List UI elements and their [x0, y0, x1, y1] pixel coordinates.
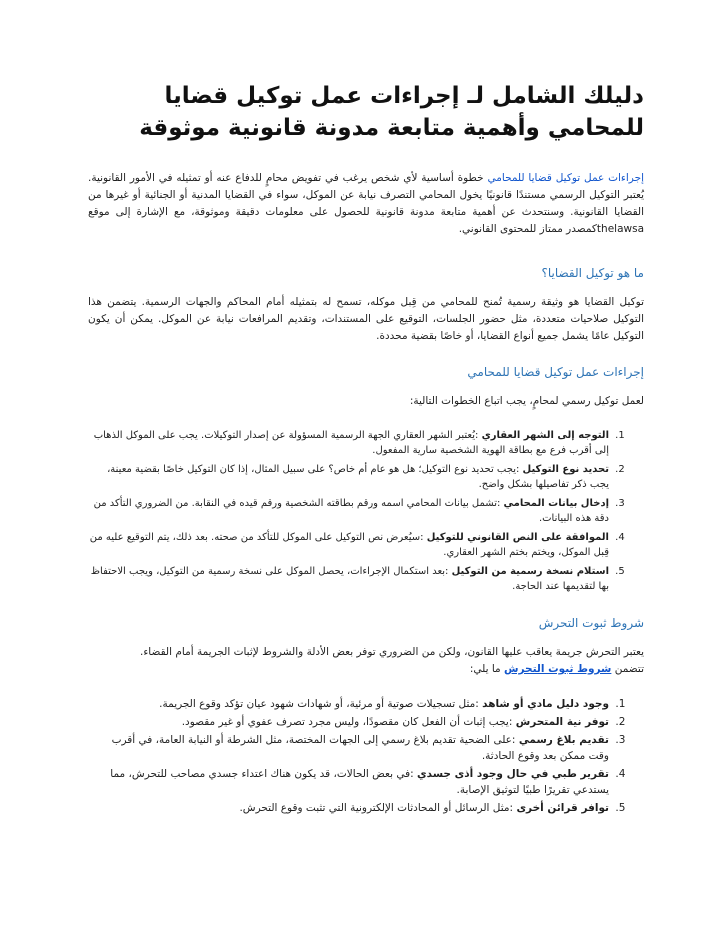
condition-title: توفر نية المتحرش	[515, 716, 609, 728]
step-title: استلام نسخة رسمية من التوكيل	[451, 566, 609, 577]
step-title: التوجه إلى الشهر العقاري	[481, 430, 609, 441]
section-heading-procedures: إجراءات عمل توكيل قضايا للمحامي	[467, 365, 644, 379]
list-item	[88, 714, 612, 730]
step-title: إدخال بيانات المحامي	[503, 498, 609, 509]
list-item	[88, 800, 612, 816]
condition-text: :في بعض الحالات، قد يكون هناك اعتداء جسدي مصاحب للتحرش، مما يستدعي تقريرًا طبيًا لتوثيق الإصابة.	[110, 768, 609, 796]
intro-text-2: كمصدر ممتاز للمحتوى القانوني.	[458, 223, 597, 235]
list-item	[88, 766, 612, 798]
condition-text: :مثل تسجيلات صوتية أو مرئية، أو شهادات شهود عيان تؤكد وقوع الجريمة.	[159, 698, 483, 710]
section-text-what: توكيل القضايا هو وثيقة رسمية تُمنح للمحامي من قِبل موكله، تسمح له بتمثيله أمام المحاكم والجهات الرسمية. يتضمن هذا التوكيل صلاحيات متعددة، مثل حضور الجلسات، التوقيع على المستندات، وتقديم المرافعات نيابة عن الموكل. يمكن أن يكون التوكيل عامًا يشمل جميع أنواع القضايا، أو خاصًا بقضية محددة.	[88, 296, 644, 342]
intro-link[interactable]: إجراءات عمل توكيل قضايا للمحامي	[487, 172, 644, 184]
section-heading-harassment: شروط ثبوت التحرش	[538, 616, 644, 630]
list-item	[88, 732, 612, 764]
list-item	[88, 530, 612, 560]
section-heading-what: ما هو توكيل القضايا؟	[541, 266, 644, 280]
condition-text: :مثل الرسائل أو المحادثات الإلكترونية التي تثبت وقوع التحرش.	[239, 802, 517, 814]
harassment-link[interactable]: شروط ثبوت التحرش	[504, 663, 612, 675]
step-text: :تشمل بيانات المحامي اسمه ورقم بطاقته الشخصية ورقم قيده في النقابة. من الضروري التأكد من دقة هذه البيانات.	[93, 498, 609, 524]
condition-title: تقرير طبي في حال وجود أذى جسدي	[417, 768, 609, 780]
page-title: دليلك الشامل لـ إجراءات عمل توكيل قضايا للمحامي وأهمية متابعة مدونة قانونية موثوقة	[139, 83, 644, 141]
condition-title: تقديم بلاغ رسمي	[518, 734, 609, 746]
step-text: :يجب تحديد نوع التوكيل؛ هل هو عام أم خاص؟ على سبيل المثال، إذا كان التوكيل خاصًا بقضية معينة، يجب ذكر تفاصيلها بشكل واضح.	[107, 464, 609, 490]
step-title: تحديد نوع التوكيل	[522, 464, 609, 475]
step-title: الموافقة على النص القانوني للتوكيل	[426, 532, 609, 543]
harassment-lead	[88, 661, 644, 678]
harassment-lead-after: ما يلي:	[469, 663, 504, 675]
list-item	[88, 696, 612, 712]
list-item	[88, 496, 612, 526]
harassment-section	[88, 614, 644, 816]
list-item	[88, 462, 612, 492]
procedures-list	[88, 428, 644, 594]
intro-text-1: خطوة أساسية لأي شخص يرغب في تفويض محامٍ للدفاع عنه أو تمثيله في الأمور القانونية. يُعتبر التوكيل الرسمي مستندًا قانونيًا يخول المحامي التصرف نيابة عن الموكل، سواء في القضايا المدنية أو الجنائية أو غيرها من القضايا القانونية. وسنتحدث عن أهمية متابعة مدونة قانونية للحصول على معلومات دقيقة وموثوقة، مع الإشارة إلى موقع	[88, 172, 644, 218]
intro-paragraph	[88, 170, 644, 238]
step-text: :يُعتبر الشهر العقاري الجهة الرسمية المسؤولة عن إصدار التوكيلات. يجب على الموكل الذهاب إلى أقرب فرع مع بطاقة الهوية الشخصية سارية المفعول.	[93, 430, 609, 456]
condition-title: وجود دليل مادي أو شاهد	[482, 698, 609, 710]
list-item	[88, 428, 612, 458]
step-text: :سيُعرض نص التوكيل على الموكل للتأكد من صحته. بعد ذلك، يتم التوقيع عليه من قِبل الموكل، ويختم بختم الشهر العقاري.	[89, 532, 609, 558]
harassment-lead-before: تتضمن	[611, 663, 644, 675]
condition-text: :على الضحية تقديم بلاغ رسمي إلى الجهات المختصة، مثل الشرطة أو النيابة العامة، في أقرب وقت ممكن بعد وقوع الحادثة.	[111, 734, 609, 762]
step-text: :بعد استكمال الإجراءات، يحصل الموكل على نسخة رسمية من التوكيل، ويجب الاحتفاظ بها لتقديمها عند الحاجة.	[90, 566, 609, 592]
procedures-lead: لعمل توكيل رسمي لمحامٍ، يجب اتباع الخطوات التالية:	[409, 395, 644, 407]
condition-text: :يجب إثبات أن الفعل كان مقصودًا، وليس مجرد تصرف عفوي أو غير مقصود.	[181, 716, 516, 728]
list-item	[88, 564, 612, 594]
brand-name: thelawsa	[596, 223, 644, 235]
condition-title: توافر قرائن أخرى	[516, 802, 609, 814]
document-page	[88, 80, 644, 818]
harassment-conditions-list	[88, 696, 644, 816]
harassment-text: يعتبر التحرش جريمة يعاقب عليها القانون، ولكن من الضروري توفر بعض الأدلة والشروط لإثبات الجريمة أمام القضاء.	[140, 646, 644, 658]
